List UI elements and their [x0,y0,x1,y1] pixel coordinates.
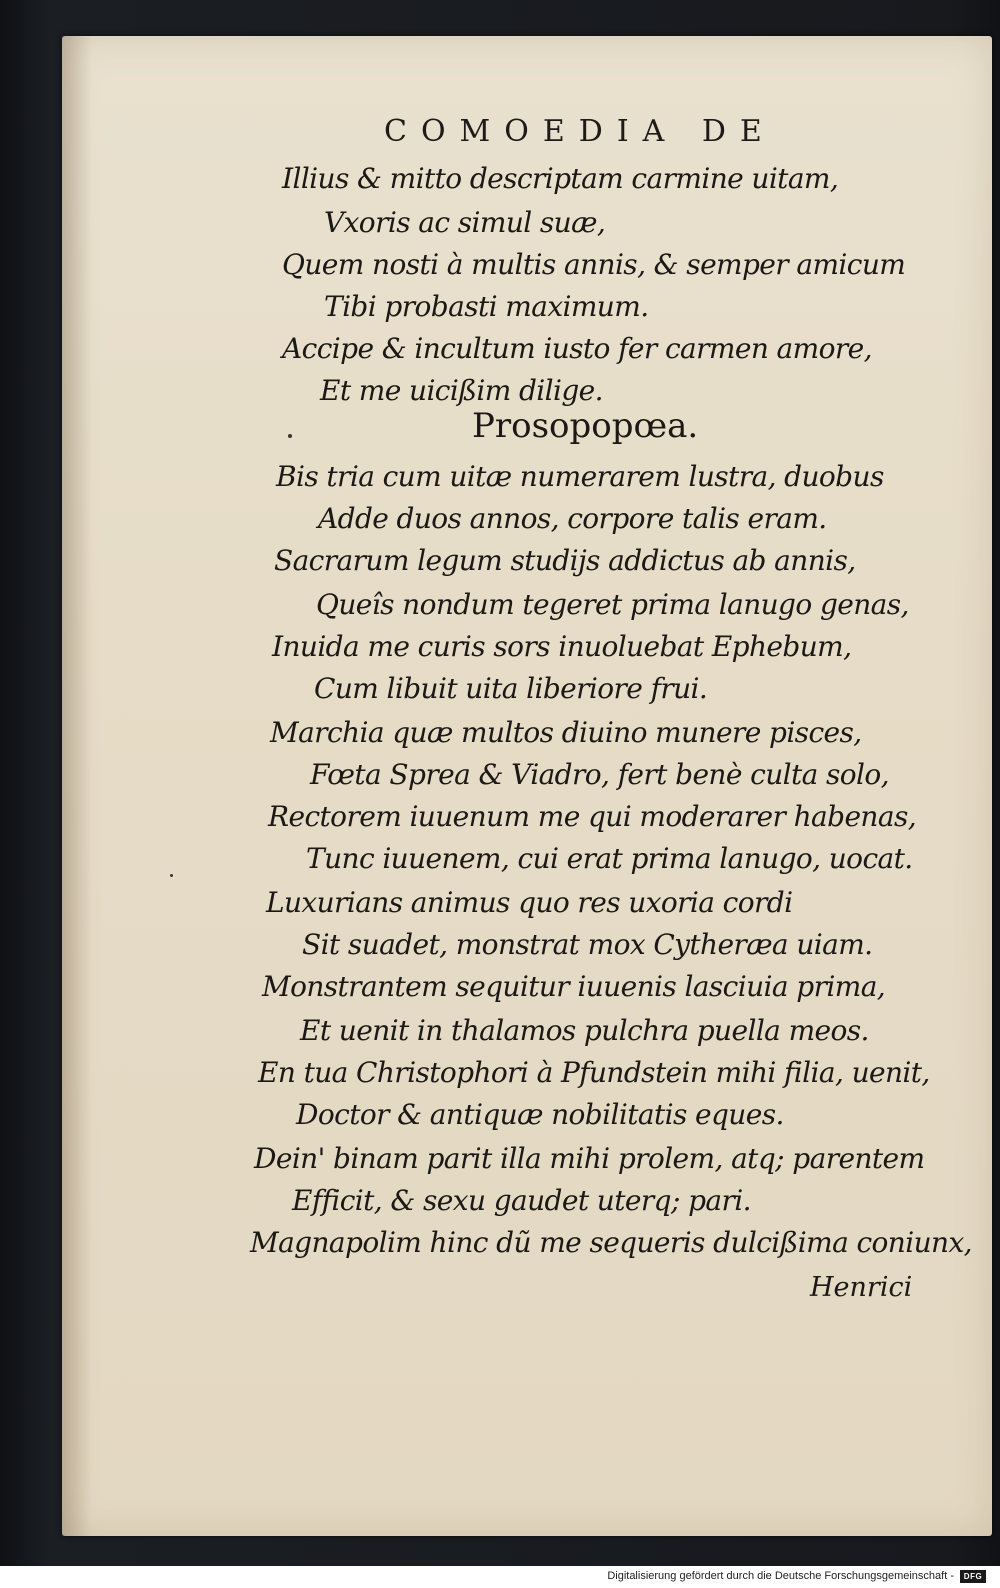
verse-line-2: Vxoris ac simul suæ, [324,206,606,239]
verse-line-6: Et me uicißim dilige. [320,374,603,407]
verse-line-9: Sacrarum legum studijs addictus ab annis, [274,544,856,577]
verse-line-4: Tibi probasti maximum. [324,290,649,323]
verse-line-3: Quem nosti à multis annis, & semper amicum [282,248,906,281]
verse-line-18: Sit suadet, monstrat mox Cytheræa uiam. [302,928,873,961]
verse-line-24: Efficit, & sexu gaudet uterq; pari. [292,1184,751,1217]
verse-line-11: Inuida me curis sors inuoluebat Ephebum, [272,630,852,663]
verse-line-7: Bis tria cum uitæ numerarem lustra, duobus [276,460,884,493]
ink-speck [170,874,173,877]
verse-line-13: Marchia quæ multos diuino munere pisces, [270,716,862,749]
verse-line-5: Accipe & incultum iusto fer carmen amore, [282,332,872,365]
verse-line-12: Cum libuit uita liberiore frui. [314,672,708,705]
running-head: COMOEDIA DE [384,114,776,149]
catchword: Henrici [810,1272,913,1303]
section-heading: Prosopopœa. [472,406,699,446]
verse-line-21: En tua Christophori à Pfundstein mihi filia, uenit, [258,1056,930,1089]
book-page [62,36,992,1536]
verse-line-14: Fœta Sprea & Viadro, fert benè culta solo, [310,758,889,791]
funding-credit: Digitalisierung gefördert durch die Deutsche Forschungsgemeinschaft - [607,1570,954,1582]
verse-line-8: Adde duos annos, corpore talis eram. [318,502,827,535]
verse-line-20: Et uenit in thalamos pulchra puella meos. [300,1014,869,1047]
verse-line-16: Tunc iuuenem, cui erat prima lanugo, uocat. [306,842,913,875]
digitization-footer [0,1566,1000,1588]
ink-speck [288,434,292,438]
verse-line-23: Dein' binam parit illa mihi prolem, atq; parentem [254,1142,925,1175]
verse-line-19: Monstrantem sequitur iuuenis lasciuia prima, [262,970,886,1003]
verse-line-15: Rectorem iuuenum me qui moderarer habenas, [268,800,917,833]
verse-line-1: Illius & mitto descriptam carmine uitam, [282,162,839,195]
verse-line-10: Queîs nondum tegeret prima lanugo genas, [316,588,909,621]
verse-line-17: Luxurians animus quo res uxoria cordi [266,886,793,919]
dfg-logo: DFG [960,1570,986,1583]
verse-line-25: Magnapolim hinc dũ me sequeris dulcißima coniunx, [250,1226,972,1259]
verse-line-22: Doctor & antiquæ nobilitatis eques. [296,1098,784,1131]
